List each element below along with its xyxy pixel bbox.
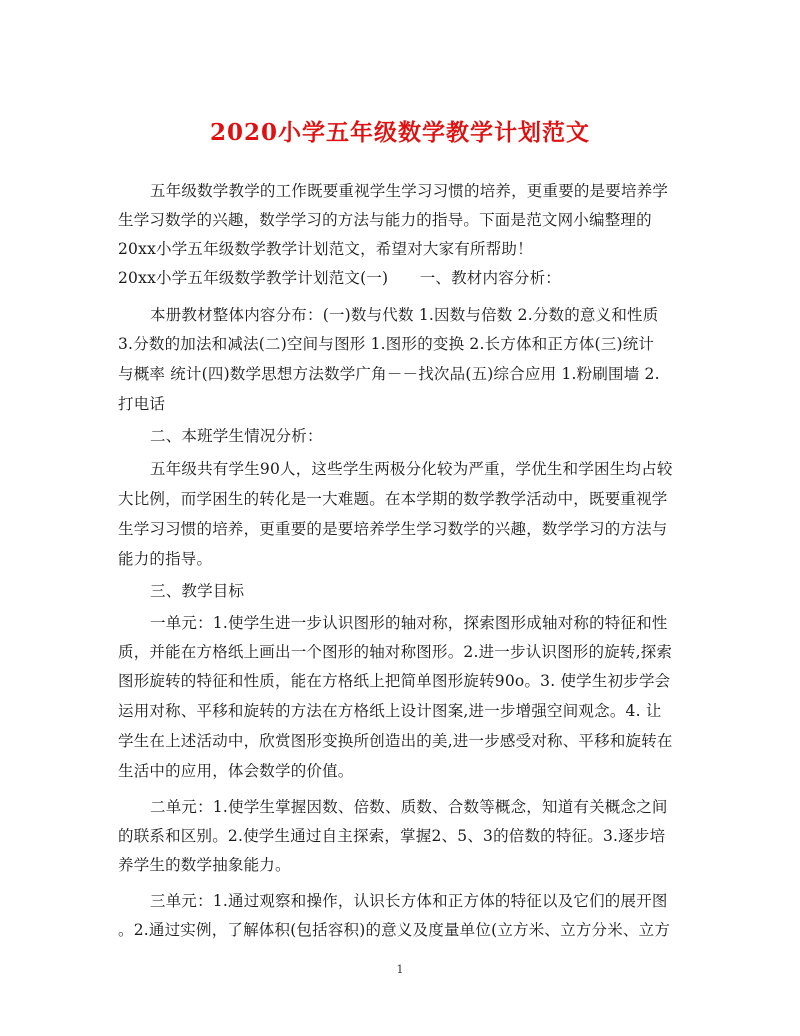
text-line: 3.分数的加法和减法(二)空间与图形 1.图形的变换 2.长方体和正方体(三)统计: [118, 335, 655, 353]
text-line: 打电话: [118, 395, 166, 413]
text-line: 生学习习惯的培养，更重要的是要培养学生学习数学的兴趣，数学学习的方法与: [118, 520, 668, 538]
text-line: 生活中的应用，体会数学的价值。: [118, 762, 354, 780]
text-line: 20xx小学五年级数学教学计划范文，希望对大家有所帮助！: [118, 240, 533, 258]
text-line: 本册教材整体内容分布：(一)数与代数 1.因数与倍数 2.分数的意义和性质: [150, 306, 659, 324]
text-line: 质，并能在方格纸上画出一个图形的轴对称图形。2.进一步认识图形的旋转,探索: [118, 643, 673, 661]
text-line: 学生在上述活动中，欣赏图形变换所创造出的美,进一步感受对称、平移和旋转在: [118, 732, 673, 750]
text-line: 三单元：1.通过观察和操作，认识长方体和正方体的特征以及它们的展开图: [150, 892, 668, 910]
text-line: 生学习数学的兴趣，数学学习的方法与能力的指导。下面是范文网小编整理的: [118, 211, 652, 229]
document-title: 2020小学五年级数学教学计划范文: [209, 119, 590, 146]
text-line: 与概率 统计(四)数学思想方法数学广角－－找次品(五)综合应用 1.粉刷围墙 2.: [118, 365, 660, 383]
text-line: 五年级数学教学的工作既要重视学生学习习惯的培养，更重要的是要培养学: [150, 182, 669, 200]
text-line: 大比例，而学困生的转化是一大难题。在本学期的数学教学活动中，既要重视学: [118, 490, 668, 508]
text-line: 。2.通过实例，了解体积(包括容积)的意义及度量单位(立方米、立方分米、立方: [118, 921, 671, 939]
text-line: 运用对称、平移和旋转的方法在方格纸上设计图案,进一步增强空间观念。4. 让: [118, 702, 662, 720]
text-line: 能力的指导。: [118, 550, 213, 568]
page-number: 1: [396, 963, 404, 976]
text-line: 养学生的数学抽象能力。: [118, 856, 291, 874]
text-line: 二单元：1.使学生掌握因数、倍数、质数、合数等概念，知道有关概念之间: [150, 798, 668, 816]
text-line: 图形旋转的特征和性质，能在方格纸上把简单图形旋转90o。3. 使学生初步学会: [118, 672, 671, 690]
section-heading: 三、教学目标: [150, 582, 245, 600]
text-line: 五年级共有学生90人，这些学生两极分化较为严重，学优生和学困生均占较: [150, 460, 673, 478]
text-line: 一单元：1.使学生进一步认识图形的轴对称，探索图形成轴对称的特征和性: [150, 614, 668, 632]
section-heading: 二、本班学生情况分析：: [150, 427, 323, 445]
text-line: 的联系和区别。2.使学生通过自主探索，掌握2、5、3的倍数的特征。3.逐步培: [118, 827, 666, 845]
text-line: 20xx小学五年级数学教学计划范文(一) 一、教材内容分析：: [118, 269, 562, 287]
